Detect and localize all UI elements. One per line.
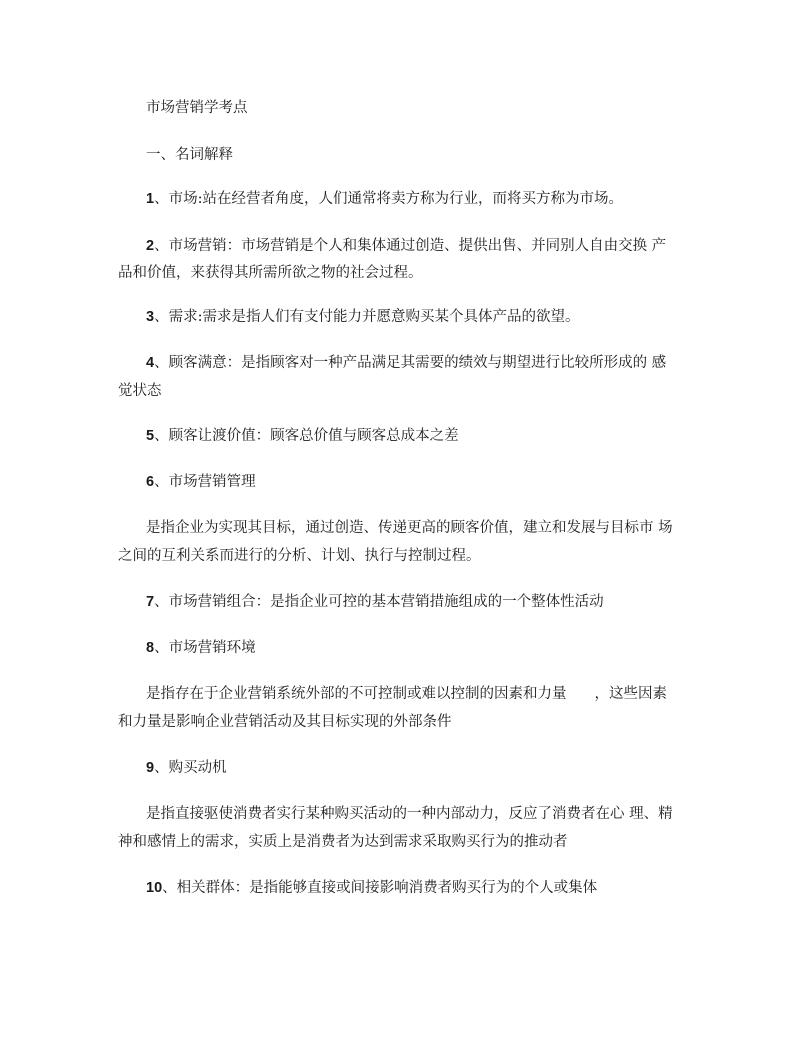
term-2-continuation: 品和价值，来获得其所需所欲之物的社会过程。 [118,265,423,281]
term-text: 、需求:需求是指人们有支付能力并愿意购买某个具体产品的欲望。 [154,309,580,325]
term-text: 、市场:站在经营者角度，人们通常将卖方称为行业，而将买方称为市场。 [154,191,623,207]
term-text: 、相关群体：是指能够直接或间接影响消费者购买行为的个人或集体 [162,880,598,896]
term-number: 2 [146,238,155,254]
term-3 [146,307,579,327]
term-4 [146,353,666,373]
term-text: 、顾客满意：是指顾客对一种产品满足其需要的绩效与期望进行比较所形成的 感 [154,355,667,371]
section-heading: 一、名词解释 [146,147,233,163]
term-text: 、购买动机 [154,760,227,776]
term-text: 、市场营销管理 [154,474,256,490]
term-number: 4 [146,355,155,371]
term-6-desc-line-1: 是指企业为实现其目标，通过创造、传递更高的顾客价值，建立和发展与目标市 场 [146,520,673,536]
term-9 [146,758,227,778]
term-9-desc-line-2: 神和感情上的需求，实质上是消费者为达到需求采取购买行为的推动者 [118,834,568,850]
term-number: 7 [146,594,155,610]
term-8-desc-tail: ，这些因素 [594,686,667,702]
term-text: 、顾客让渡价值：顾客总价值与顾客总成本之差 [154,428,459,444]
term-8 [146,638,256,658]
term-1 [146,189,623,209]
term-8-desc-text: 是指存在于企业营销系统外部的不可控制或难以控制的因素和力量 [146,686,567,702]
term-text: 、市场营销组合：是指企业可控的基本营销措施组成的一个整体性活动 [154,594,604,610]
term-4-continuation: 觉状态 [118,383,162,399]
term-number: 5 [146,428,155,444]
term-8-desc-line-1 [146,684,667,704]
term-number: 8 [146,640,155,656]
term-number: 1 [146,191,155,207]
term-number: 10 [146,880,163,896]
term-7 [146,592,604,612]
document-title: 市场营销学考点 [146,100,248,116]
term-text: 、市场营销：市场营销是个人和集体通过创造、提供出售、并同别人自由交换 产 [154,238,667,254]
term-number: 3 [146,309,155,325]
term-2 [146,236,666,256]
term-10 [146,878,597,898]
term-number: 9 [146,760,155,776]
term-9-desc-line-1: 是指直接驱使消费者实行某种购买活动的一种内部动力，反应了消费者在心 理、精 [146,806,673,822]
term-number: 6 [146,474,155,490]
term-5 [146,426,459,446]
term-6-desc-line-2: 之间的互利关系而进行的分析、计划、执行与控制过程。 [118,548,481,564]
term-text: 、市场营销环境 [154,640,256,656]
term-6 [146,472,256,492]
term-8-desc-line-2: 和力量是影响企业营销活动及其目标实现的外部条件 [118,714,452,730]
